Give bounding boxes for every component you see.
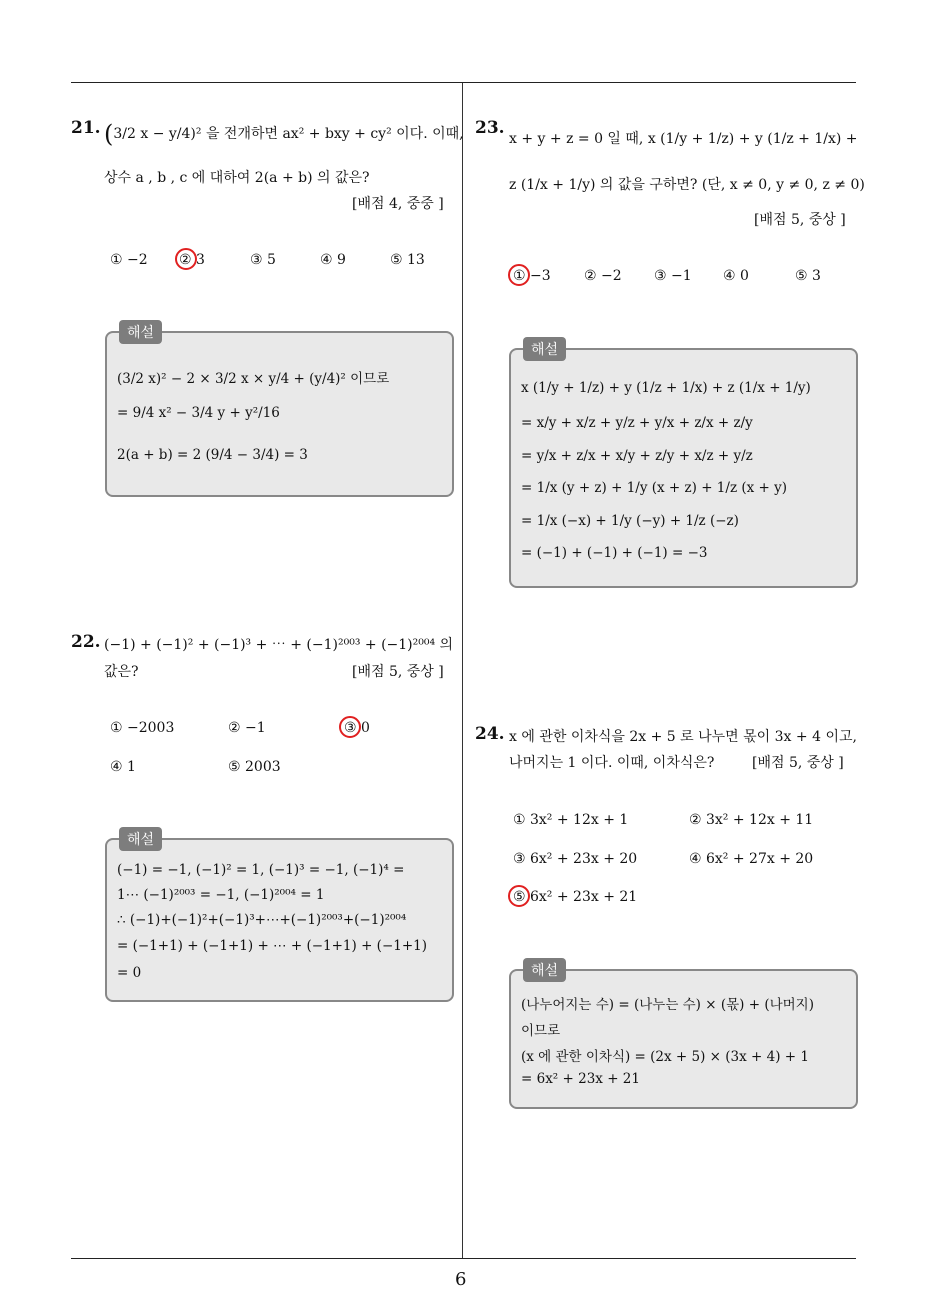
q24-choice-5[interactable]: ⑤ 6x² + 23x + 21 <box>513 889 638 905</box>
q22-solution-tag: 해설 <box>119 827 162 851</box>
q21-meta: [배점 4, 중중 ] <box>352 196 444 212</box>
q23-answer-mark <box>508 264 530 286</box>
q24-solution-tag: 해설 <box>523 958 566 982</box>
q21-choice-3[interactable]: ③ 5 <box>250 252 276 268</box>
q21-sol-line2: = 9/4 x² − 3/4 y + y²/16 <box>117 405 280 421</box>
q23-sol-line4: = 1/x (y + z) + 1/y (x + z) + 1/z (x + y) <box>521 480 788 496</box>
q22-sol-line3: ∴ (−1)+(−1)²+(−1)³+⋯+(−1)²⁰⁰³+(−1)²⁰⁰⁴ <box>117 912 407 928</box>
q23-sol-line5: = 1/x (−x) + 1/y (−y) + 1/z (−z) <box>521 513 739 529</box>
q22-number: 22. <box>71 632 101 652</box>
q23-choice-2[interactable]: ② −2 <box>584 268 622 284</box>
q23-choice-4[interactable]: ④ 0 <box>723 268 749 284</box>
q22-meta: [배점 5, 중상 ] <box>352 664 444 680</box>
q22-choice-3[interactable]: ③ 0 <box>344 720 370 736</box>
q24-choice-3[interactable]: ③ 6x² + 23x + 20 <box>513 851 638 867</box>
q22-choice-2[interactable]: ② −1 <box>228 720 266 736</box>
q23-meta: [배점 5, 중상 ] <box>754 212 846 228</box>
q21-choice-2[interactable]: ② 3 <box>179 252 205 268</box>
q23-choice-3[interactable]: ③ −1 <box>654 268 692 284</box>
q23-line2: z (1/x + 1/y) 의 값을 구하면? (단, x ≠ 0, y ≠ 0, z ≠ 0) <box>509 177 865 193</box>
q21-choice-4[interactable]: ④ 9 <box>320 252 346 268</box>
q22-choice-5[interactable]: ⑤ 2003 <box>228 759 281 775</box>
q22-choice-4[interactable]: ④ 1 <box>110 759 136 775</box>
q24-line2: 나머지는 1 이다. 이때, 이차식은? <box>509 755 715 771</box>
q21-answer-mark <box>175 248 197 270</box>
q23-sol-line1: x (1/y + 1/z) + y (1/z + 1/x) + z (1/x + 1/y) <box>521 380 811 396</box>
q22-sol-line4: = (−1+1) + (−1+1) + ⋯ + (−1+1) + (−1+1) <box>117 938 428 954</box>
q24-meta: [배점 5, 중상 ] <box>752 755 844 771</box>
bottom-rule <box>71 1258 856 1259</box>
q21-choice-1[interactable]: ① −2 <box>110 252 148 268</box>
q21-line1-open: ( <box>104 120 114 148</box>
q23-line1: x + y + z = 0 일 때, x (1/y + 1/z) + y (1/z + 1/x) + <box>509 131 858 147</box>
q22-line2: 값은? <box>104 664 139 680</box>
q21-number: 21. <box>71 118 101 138</box>
q21-line1-expr: 3/2 x − y/4)² 을 전개하면 ax² + bxy + cy² 이다. 이때, <box>113 126 464 142</box>
q23-sol-line3: = y/x + z/x + x/y + z/y + x/z + y/z <box>521 448 753 464</box>
q22-line1: (−1) + (−1)² + (−1)³ + ⋯ + (−1)²⁰⁰³ + (−1)²⁰⁰⁴ 의 <box>104 637 454 653</box>
q24-choice-4[interactable]: ④ 6x² + 27x + 20 <box>689 851 814 867</box>
q24-answer-mark <box>508 885 530 907</box>
q22-sol-line2: 1⋯ (−1)²⁰⁰³ = −1, (−1)²⁰⁰⁴ = 1 <box>117 887 325 903</box>
q21-sol-line3: 2(a + b) = 2 (9/4 − 3/4) = 3 <box>117 447 308 463</box>
q24-choice-2[interactable]: ② 3x² + 12x + 11 <box>689 812 814 828</box>
q24-choice-1[interactable]: ① 3x² + 12x + 1 <box>513 812 629 828</box>
q23-sol-line6: = (−1) + (−1) + (−1) = −3 <box>521 545 708 561</box>
q22-sol-line5: = 0 <box>117 965 142 981</box>
column-divider <box>462 83 463 1259</box>
q21-line2: 상수 a , b , c 에 대하여 2(a + b) 의 값은? <box>104 170 370 186</box>
q23-choice-1[interactable]: ① −3 <box>513 268 551 284</box>
q22-sol-line1: (−1) = −1, (−1)² = 1, (−1)³ = −1, (−1)⁴ = <box>117 862 405 878</box>
q22-choice-1[interactable]: ① −2003 <box>110 720 175 736</box>
q22-answer-mark <box>339 716 361 738</box>
q21-solution-tag: 해설 <box>119 320 162 344</box>
q23-sol-line2: = x/y + x/z + y/z + y/x + z/x + z/y <box>521 415 753 431</box>
q24-sol-line4: = 6x² + 23x + 21 <box>521 1071 640 1087</box>
q24-number: 24. <box>475 724 505 744</box>
q23-choice-5[interactable]: ⑤ 3 <box>795 268 821 284</box>
q21-sol-line1: (3/2 x)² − 2 × 3/2 x × y/4 + (y/4)² 이므로 <box>117 371 390 387</box>
q24-sol-line1: (나누어지는 수) = (나누는 수) × (몫) + (나머지) <box>521 997 814 1013</box>
page-number: 6 <box>455 1269 467 1290</box>
q23-number: 23. <box>475 118 505 138</box>
q21-line1 <box>104 120 464 148</box>
q24-line1: x 에 관한 이차식을 2x + 5 로 나누면 몫이 3x + 4 이고, <box>509 729 857 745</box>
q24-solution-box <box>509 969 858 1109</box>
top-rule <box>71 82 856 83</box>
q24-sol-line3: (x 에 관한 이차식) = (2x + 5) × (3x + 4) + 1 <box>521 1049 809 1065</box>
q24-sol-line2: 이므로 <box>521 1023 561 1039</box>
q21-choice-5[interactable]: ⑤ 13 <box>390 252 425 268</box>
q23-solution-tag: 해설 <box>523 337 566 361</box>
